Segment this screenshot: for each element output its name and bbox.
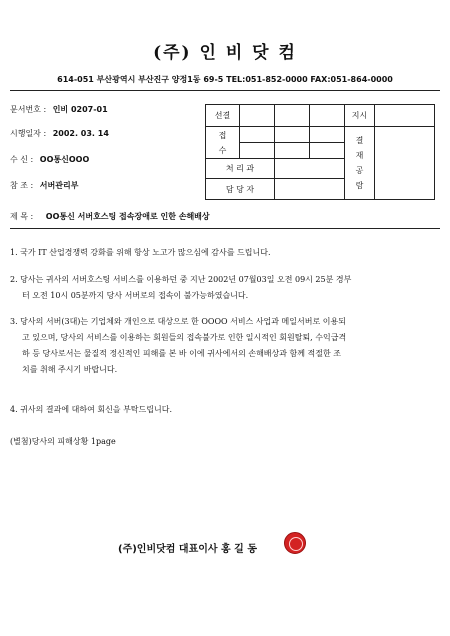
recipient-label: 수 신 <box>10 155 28 164</box>
doc-number-field: 문서번호 : 인비 0207-01 <box>10 105 108 114</box>
reference-value: 서버관리부 <box>39 181 79 190</box>
company-address: 614-051 부산광역시 부산진구 양정1동 69-5 TEL:051-852-0000 FAX:051-864-0000 <box>57 75 393 84</box>
subject-label: 제 목 <box>10 212 28 221</box>
approval-handling-dept: 처 리 과 <box>206 159 275 179</box>
paragraph-1: 1. 국가 IT 산업경쟁력 강화를 위해 항상 노고가 많으심에 감사를 드립니다. <box>10 248 271 257</box>
subject-value: OO통신 서버호스팅 접속장애로 인한 손해배상 <box>45 212 210 221</box>
company-title: (주) 인 비 닷 컴 <box>153 43 297 63</box>
doc-number-value: 인비 0207-01 <box>52 105 108 114</box>
recipient-value: OO통신OOO <box>39 155 90 164</box>
date-value: 2002. 03. 14 <box>52 129 109 138</box>
approval-receipt: 접수 <box>206 127 240 159</box>
approval-pre-decision: 선결 <box>206 105 240 127</box>
paragraph-3: 3. 당사의 서버(3대)는 기업체와 개인으로 대상으로 한 OOOO 서비스 사업과 메일서버로 이용되 고 있으며, 당사의 서비스를 이용하는 회원들의 접속불가로 인한 일시적인 회원탈퇴, 수익급격 하 등 당사로서는 물질적 정신적인 피해를 본 바 이에 귀사에서의 손해배상과 함께 적절한 조 치를 취해 주시기 바랍니다. <box>10 317 347 374</box>
reference-field: 참 조 : 서버관리부 <box>10 181 79 190</box>
recipient-field: 수 신 : OO통신OOO <box>10 155 90 164</box>
reference-label: 참 조 <box>10 181 28 190</box>
subject-line: 제 목 : OO통신 서버호스팅 접속장애로 인한 손해배상 <box>10 212 210 221</box>
company-seal-icon <box>284 532 306 554</box>
subject-divider <box>10 228 440 229</box>
doc-number-label: 문서번호 <box>10 105 41 114</box>
signature-line: (주)인비닷컴 대표이사 홍 길 동 <box>118 544 257 555</box>
paragraph-4: 4. 귀사의 결과에 대하여 회신을 부탁드립니다. <box>10 405 172 414</box>
approval-table <box>205 104 435 200</box>
header-divider <box>10 90 440 91</box>
paragraph-2: 2. 당사는 귀사의 서버호스팅 서비스를 이용하던 중 지난 2002년 07월03일 오전 09시 25분 경부 터 오전 10시 05분까지 당사 서버로의 접속이 불가능하였습니다. <box>10 275 352 300</box>
date-label: 시행일자 <box>10 129 41 138</box>
approval-person-in-charge: 담 당 자 <box>206 179 275 200</box>
date-field: 시행일자 : 2002. 03. 14 <box>10 129 109 138</box>
attachment-note: (별첨)당사의 피해상황 1page <box>10 437 116 446</box>
approval-instruction: 지시 <box>345 105 375 127</box>
approval-sign-view: 결재공람 <box>345 127 375 200</box>
